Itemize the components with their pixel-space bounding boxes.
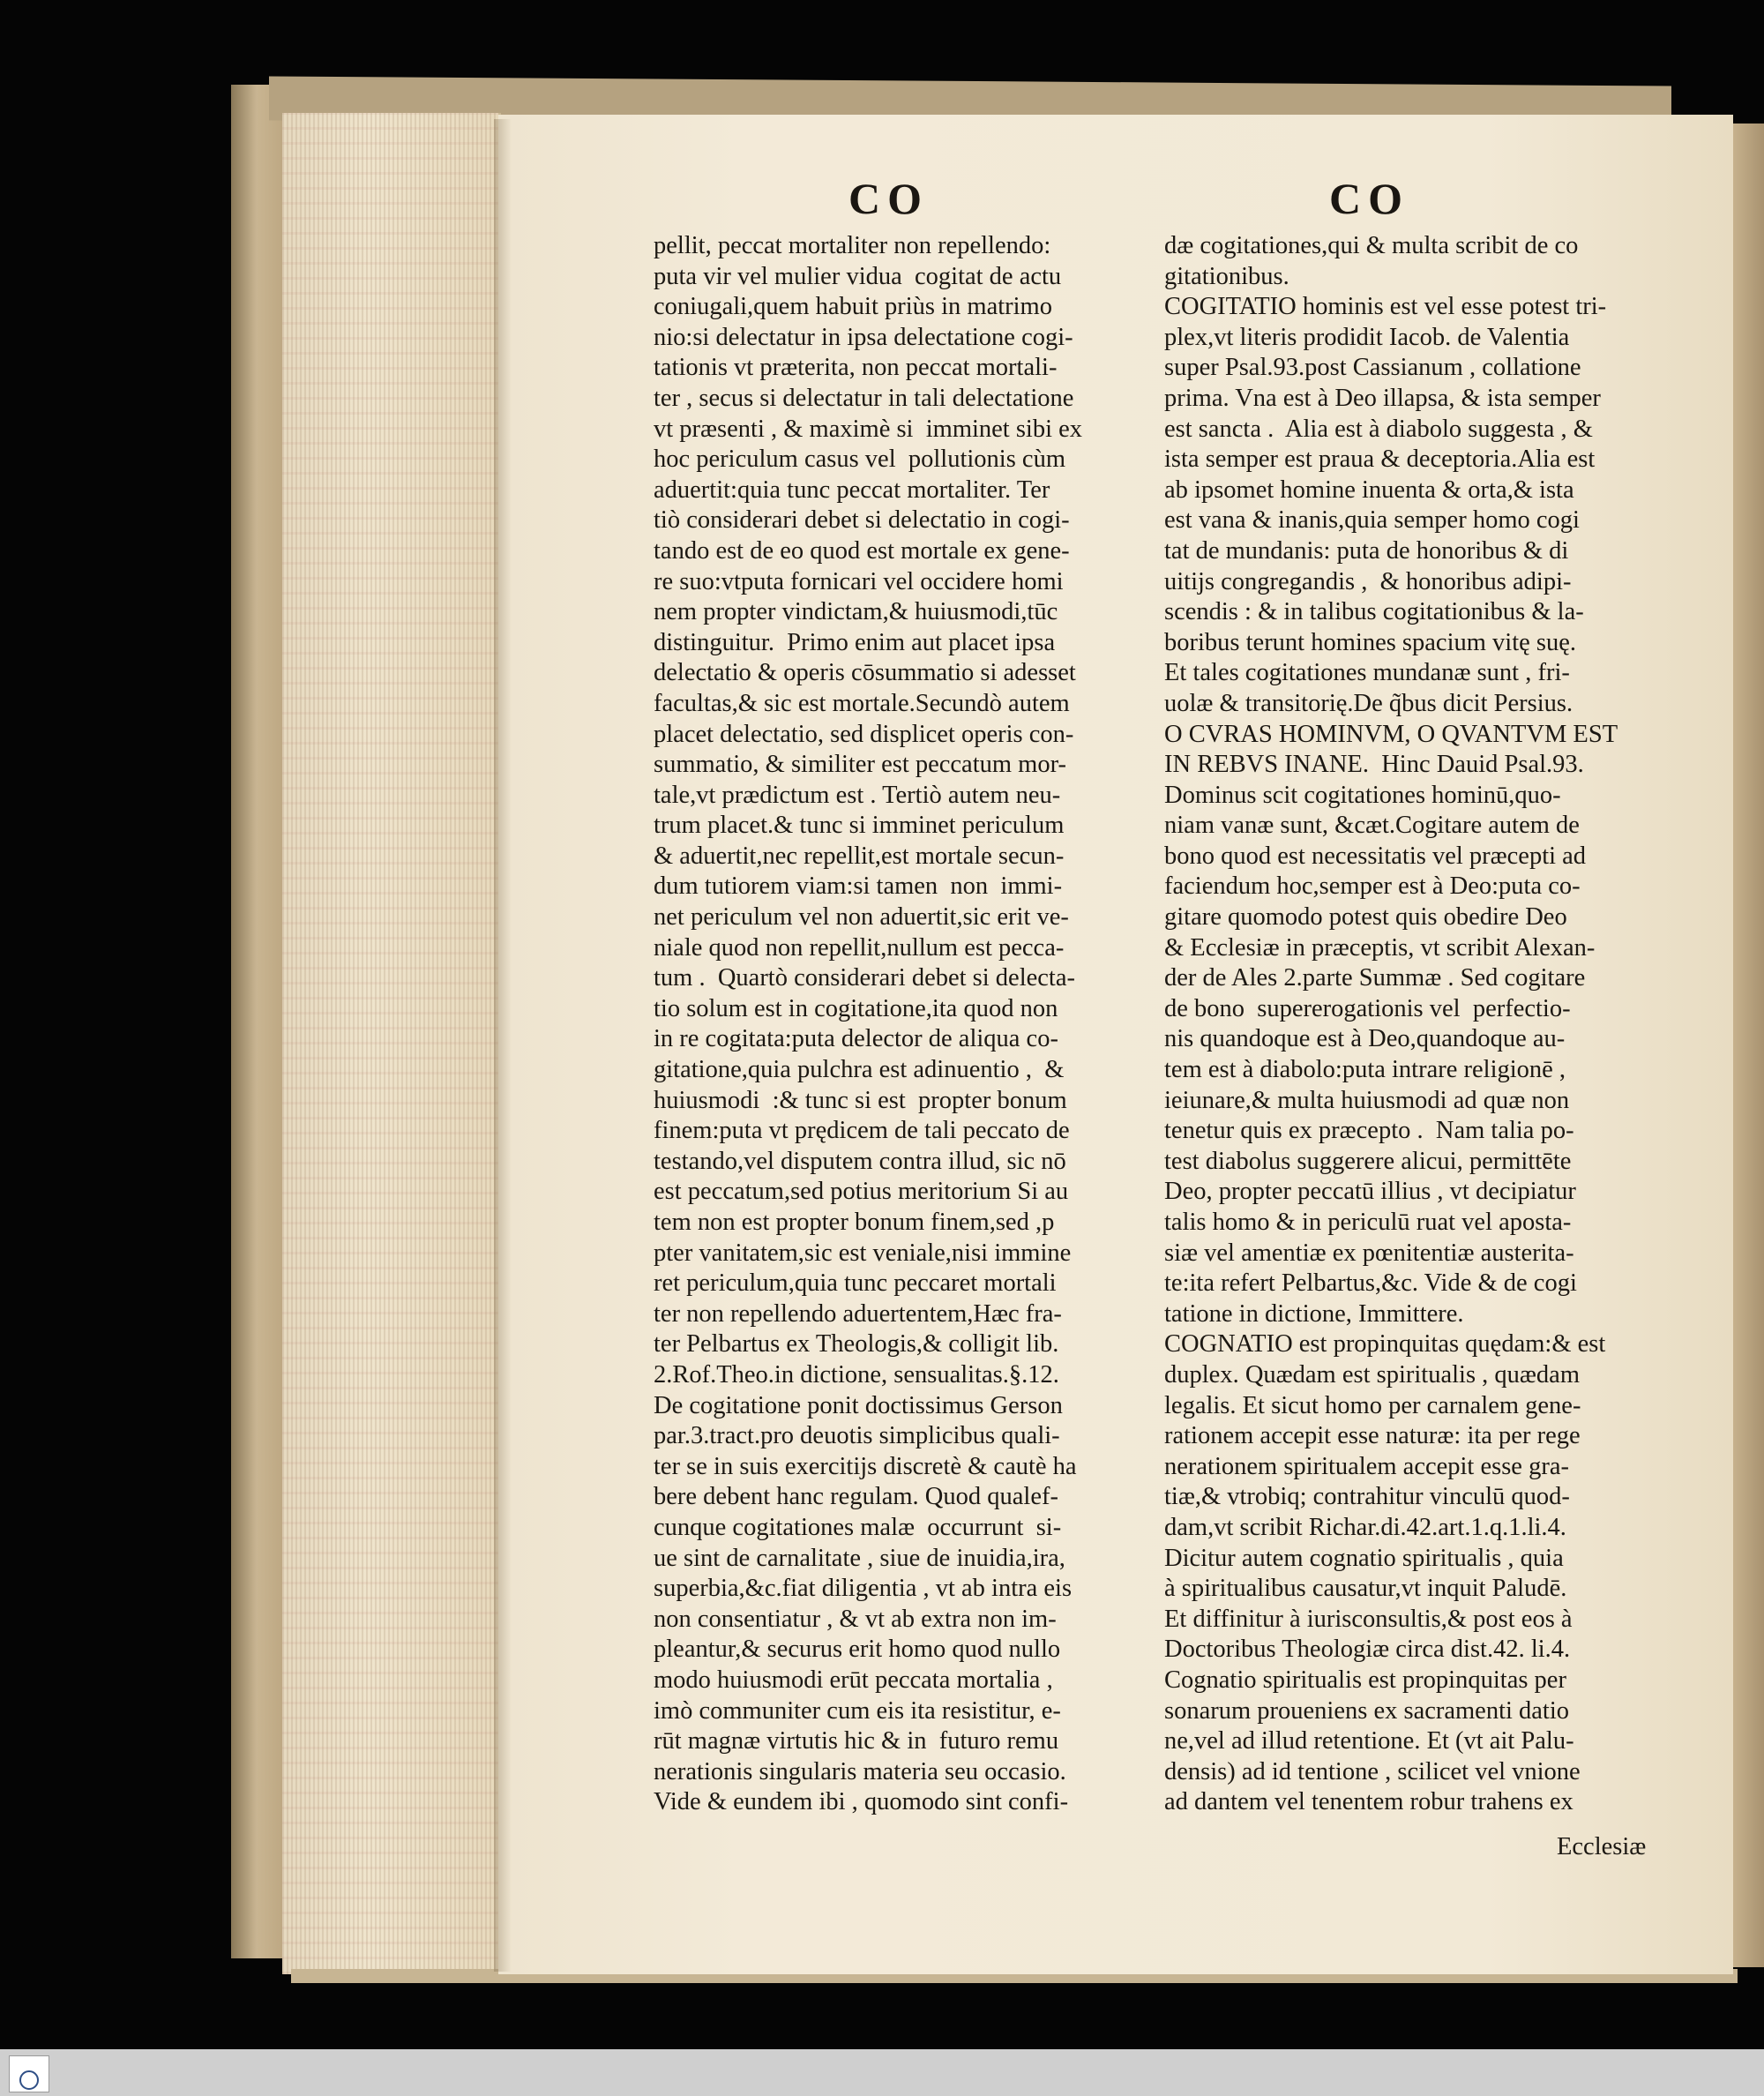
text-line: ter , secus si delectatur in tali delectatione [654,384,1074,412]
text-line: superbia,&c.fiat diligentia , vt ab intra eis [654,1575,1073,1603]
text-line: aduertit:quia tunc peccat mortaliter. Ter [654,475,1050,504]
text-line: facultas,& sic est mortale.Secundò autem [654,689,1070,717]
gutter-shadow [494,119,512,1972]
text-line: à spiritualibus causatur,vt inquit Paludē. [1164,1575,1567,1603]
text-line: hoc periculum casus vel pollutionis cùm [654,445,1065,474]
text-line: tiæ,& vtrobiq; contrahitur vinculū quod- [1164,1483,1570,1511]
text-line: ret periculum,quia tunc peccaret mortali [654,1269,1057,1298]
text-line: in re cogitata:puta delector de aliqua co- [654,1025,1058,1053]
text-line: ab ipsomet homine inuenta & orta,& ista [1164,475,1574,504]
running-head-left: CO [848,174,929,223]
text-line: ter non repellendo aduertentem,Hæc fra- [654,1299,1062,1328]
text-line: gitationibus. [1164,262,1289,290]
text-line: coniugali,quem habuit priùs in matrimo [654,293,1052,321]
text-line: de bono supererogationis vel perfectio- [1164,994,1571,1022]
text-line: legalis. Et sicut homo per carnalem gene- [1164,1391,1581,1419]
text-line: Deo, propter peccatū illius , vt decipiatur [1164,1178,1576,1206]
text-line: tale,vt prædictum est . Tertiò autem neu- [654,781,1061,809]
text-line: ne,vel ad illud retentione. Et (vt ait Palu- [1164,1727,1574,1755]
text-line: rūt magnæ virtutis hic & in futuro remu [654,1727,1059,1755]
library-logo-icon [9,2055,49,2092]
text-line: vt præsenti , & maximè si imminet sibi ex [654,415,1083,443]
text-line: super Psal.93.post Cassianum , collatione [1164,354,1581,382]
text-line: Et tales cogitationes mundanæ sunt , fri- [1164,659,1570,687]
text-line: Vide & eundem ibi , quomodo sint confi- [654,1788,1069,1816]
text-line: nis quandoque est à Deo,quandoque au- [1164,1025,1566,1053]
text-line: Et diffinitur à iurisconsultis,& post eos à [1164,1605,1573,1633]
text-line: boribus terunt homines spacium vitę suę. [1164,628,1577,656]
text-line: tenetur quis ex præcepto . Nam talia po- [1164,1117,1574,1145]
text-line: est vana & inanis,quia semper homo cogi [1164,506,1580,535]
text-column-right [1164,231,1693,1818]
text-line: te:ita refert Pelbartus,&c. Vide & de cogi [1164,1269,1577,1298]
text-line: imò communiter cum eis ita resistitur, e- [654,1696,1061,1725]
text-line: tio solum est in cogitatione,ita quod non [654,994,1058,1022]
text-line: puta vir vel mulier vidua cogitat de actu [654,262,1062,290]
text-line: dum tutiorem viam:si tamen non immi- [654,872,1063,901]
text-line: Cognatio spiritualis est propinquitas per [1164,1666,1566,1694]
text-line: ter Pelbartus ex Theologis,& colligit lib. [654,1330,1059,1359]
text-line: 2.Rof.Theo.in dictione, sensualitas.§.12. [654,1360,1059,1389]
text-line: est sancta . Alia est à diabolo suggesta , & [1164,415,1593,443]
text-line: De cogitatione ponit doctissimus Gerson [654,1391,1063,1419]
text-line: tatione in dictione, Immittere. [1164,1299,1464,1328]
text-line: par.3.tract.pro deuotis simplicibus quali- [654,1422,1060,1450]
text-line: net periculum vel non aduertit,sic erit ve- [654,903,1069,932]
text-line: placet delectatio, sed displicet operis con- [654,720,1074,748]
text-column-left [654,231,1161,1818]
book-right-edge [1730,124,1764,1967]
text-line: scendis : & in talibus cogitationibus & la- [1164,598,1584,626]
text-line: niale quod non repellit,nullum est pecca- [654,933,1065,962]
text-line: IN REBVS INANE. Hinc Dauid Psal.93. [1164,751,1584,779]
text-line: tationis vt præterita, non peccat mortali- [654,354,1058,382]
text-line: duplex. Quædam est spiritualis , quædam [1164,1360,1581,1389]
text-line: pleantur,& securus erit homo quod nullo [654,1636,1061,1664]
text-line: & aduertit,nec repellit,est mortale secun- [654,842,1065,870]
text-line: plex,vt literis prodidit Iacob. de Valentia [1164,323,1570,351]
text-line: talis homo & in periculū ruat vel aposta- [1164,1209,1572,1236]
text-line: COGNATIO est propinquitas quędam:& est [1164,1330,1606,1359]
library-emblem-icon [19,2070,39,2090]
text-line: ter se in suis exercitijs discretè & cautè ha [654,1452,1077,1480]
text-line: ue sint de carnalitate , siue de inuidia,ira, [654,1544,1065,1572]
text-line: testando,vel disputem contra illud, sic nō [654,1147,1066,1175]
text-line: pellit, peccat mortaliter non repellendo: [654,232,1051,259]
text-line: densis) ad id tentione , scilicet vel vnione [1164,1757,1581,1785]
text-line: trum placet.& tunc si imminet periculum [654,812,1065,840]
viewer-footer-bar [0,2049,1764,2096]
text-line: tem est à diabolo:puta intrare religionē , [1164,1056,1566,1084]
text-line: tiò considerari debet si delectatio in cogi- [654,506,1070,535]
text-line: est peccatum,sed potius meritorium Si au [654,1178,1069,1206]
text-line: modo huiusmodi erūt peccata mortalia , [654,1666,1053,1694]
text-line: tum . Quartò considerari debet si delecta- [654,964,1075,992]
text-line: ieiunare,& multa huiusmodi ad quæ non [1164,1086,1570,1114]
text-line: nerationis singularis materia seu occasio. [654,1757,1066,1785]
text-line: pter vanitatem,sic est veniale,nisi immine [654,1239,1072,1267]
text-line: nem propter vindictam,& huiusmodi,tūc [654,598,1058,626]
text-line: delectatio & operis cōsummatio si adesset [654,659,1076,687]
text-line: nio:si delectatur in ipsa delectatione cogi- [654,323,1073,351]
text-line: prima. Vna est à Deo illapsa, & ista semper [1164,384,1601,412]
text-line: summatio, & similiter est peccatum mor- [654,751,1066,779]
text-line: & Ecclesiæ in præceptis, vt scribit Alexan- [1164,933,1596,962]
text-line: ad dantem vel tenentem robur trahens ex [1164,1788,1573,1816]
text-line: tando est de eo quod est mortale ex gene- [654,536,1070,565]
text-line: COGITATIO hominis est vel esse potest tri- [1164,293,1607,321]
text-line: huiusmodi :& tunc si est propter bonum [654,1086,1067,1114]
text-line: niam vanæ sunt, &cæt.Cogitare autem de [1164,812,1580,840]
text-line: tat de mundanis: puta de honoribus & di [1164,536,1569,565]
text-line: nerationem spiritualem accepit esse gra- [1164,1452,1569,1480]
running-head-right: CO [1329,174,1409,223]
text-line: tem non est propter bonum finem,sed ,p [654,1209,1055,1236]
text-line: gitare quomodo potest quis obedire Deo [1164,903,1567,932]
page-block-fore-edge [282,113,501,1974]
text-line: test diabolus suggerere alicui, permittēte [1164,1147,1572,1175]
text-line: ista semper est praua & deceptoria.Alia est [1164,445,1596,474]
text-line: gitatione,quia pulchra est adinuentio , & [654,1056,1065,1084]
text-line: dæ cogitationes,qui & multa scribit de co [1164,232,1579,259]
text-line: Dominus scit cogitationes hominū,quo- [1164,781,1561,809]
text-line: sonarum proueniens ex sacramenti datio [1164,1696,1570,1725]
text-line: distinguitur. Primo enim aut placet ipsa [654,628,1056,656]
text-line: rationem accepit esse naturæ: ita per rege [1164,1422,1581,1450]
text-line: non consentiatur , & vt ab extra non im- [654,1605,1057,1633]
text-line: bono quod est necessitatis vel præcepti ad [1164,842,1587,870]
text-line: cunque cogitationes malæ occurrunt si- [654,1513,1062,1541]
text-line: Doctoribus Theologiæ circa dist.42. li.4. [1164,1636,1571,1664]
text-line: dam,vt scribit Richar.di.42.art.1.q.1.li.4. [1164,1513,1566,1541]
text-line: faciendum hoc,semper est à Deo:puta co- [1164,872,1581,901]
catchword: Ecclesiæ [1557,1833,1647,1860]
text-line: finem:puta vt prędicem de tali peccato de [654,1117,1070,1145]
text-line: siæ vel amentiæ ex pœnitentiæ austerita- [1164,1239,1574,1267]
text-line: uolæ & transitorię.De q̃bus dicit Persius. [1164,689,1573,717]
text-line: re suo:vtputa fornicari vel occidere homi [654,567,1064,595]
text-line: uitijs congregandis , & honoribus adipi- [1164,567,1572,595]
text-line: Dicitur autem cognatio spiritualis , quia [1164,1544,1564,1572]
text-line: bere debent hanc regulam. Quod qualef- [654,1483,1058,1511]
text-line: der de Ales 2.parte Summæ . Sed cogitare [1164,964,1586,992]
text-line: O CVRAS HOMINVM, O QVANTVM EST [1164,720,1618,748]
